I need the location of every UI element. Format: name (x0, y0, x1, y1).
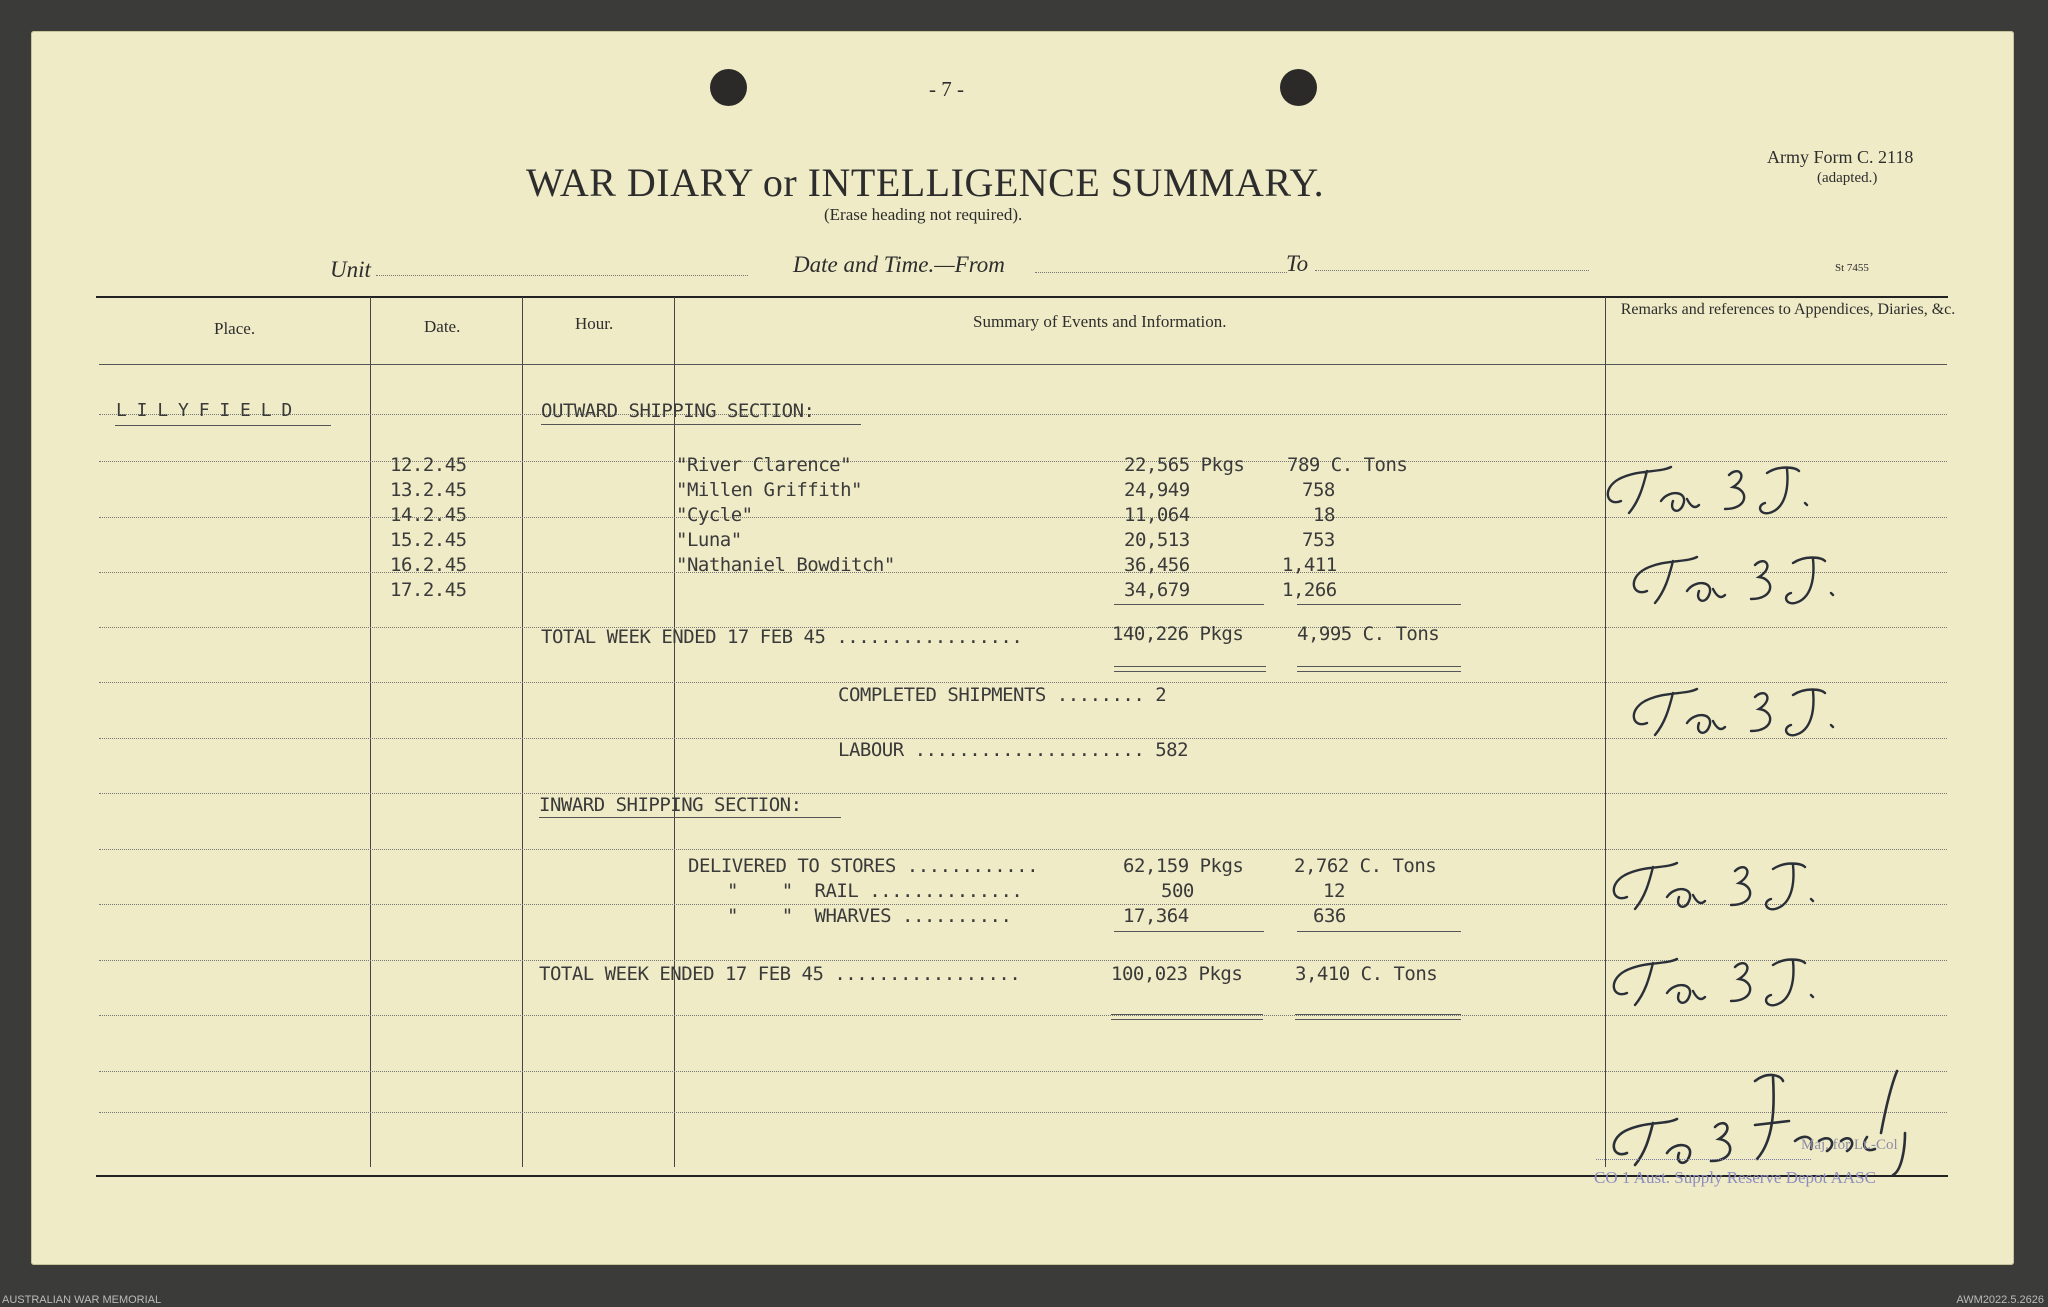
packages-value: 20,513 (1124, 529, 1190, 551)
subtotal-rule (1114, 604, 1264, 605)
total-double-rule (1297, 671, 1461, 672)
packages-value: 17,364 (1123, 905, 1189, 927)
inward-total-packages: 100,023 Pkgs (1111, 963, 1243, 985)
tons-value: 636 (1313, 905, 1346, 927)
ship-name: "Cycle" (676, 504, 753, 526)
total-double-rule (1295, 1019, 1461, 1020)
commander-signature (1605, 1041, 1985, 1181)
header-rule (99, 364, 1947, 365)
packages-value: 500 (1161, 880, 1194, 902)
total-double-rule (1114, 671, 1266, 672)
footer-reference: AWM2022.5.2626 (1956, 1294, 2044, 1306)
date-time-from-label: Date and Time.—From (793, 252, 1005, 277)
unit-stamp: CO 1 Aust. Supply Reserve Depot AASC (1594, 1168, 1876, 1187)
stock-number: St 7455 (1835, 262, 1869, 274)
tons-value: 12 (1323, 880, 1345, 902)
packages-value: 34,679 (1124, 579, 1190, 601)
delivery-label: " " RAIL .............. (727, 880, 1023, 902)
unit-label: Unit (330, 257, 371, 282)
table-top-rule (96, 296, 1948, 298)
tons-value: 1,266 (1282, 579, 1337, 601)
total-double-rule (1295, 1014, 1461, 1015)
punch-hole (1280, 69, 1317, 106)
inward-heading-underline (539, 817, 841, 818)
to-field-line (1315, 270, 1589, 271)
punch-hole (710, 69, 747, 106)
date-cell: 12.2.45 (390, 454, 467, 476)
outward-total-tons: 4,995 C. Tons (1297, 623, 1440, 645)
tons-value: 1,411 (1282, 554, 1337, 576)
date-cell: 15.2.45 (390, 529, 467, 551)
ship-name: "River Clarence" (676, 454, 852, 476)
row-rule (99, 793, 1947, 794)
place-underline (115, 425, 331, 426)
subtotal-rule (1297, 604, 1461, 605)
handwritten-initials (1625, 671, 1865, 751)
inward-total-label: TOTAL WEEK ENDED 17 FEB 45 ................. (539, 963, 1021, 985)
outward-total-label: TOTAL WEEK ENDED 17 FEB 45 ................. (541, 626, 1023, 648)
inward-heading: INWARD SHIPPING SECTION: (539, 794, 802, 816)
column-header-date: Date. (424, 317, 461, 336)
completed-shipments: COMPLETED SHIPMENTS ........ 2 (838, 684, 1167, 706)
total-double-rule (1111, 1014, 1263, 1015)
tons-value: 753 (1302, 529, 1335, 551)
packages-value: 62,159 Pkgs (1123, 855, 1244, 877)
packages-value: 36,456 (1124, 554, 1190, 576)
outward-heading: OUTWARD SHIPPING SECTION: (541, 400, 815, 422)
outward-total-packages: 140,226 Pkgs (1112, 623, 1244, 645)
column-divider (674, 297, 675, 1167)
page-title: WAR DIARY or INTELLIGENCE SUMMARY. (526, 160, 1325, 205)
handwritten-initials (1625, 539, 1865, 619)
row-rule (99, 627, 1947, 628)
date-cell: 16.2.45 (390, 554, 467, 576)
ship-name: "Nathaniel Bowditch" (676, 554, 895, 576)
signature-rank: Maj. for Lt.-Col (1801, 1137, 1898, 1153)
date-cell: 17.2.45 (390, 579, 467, 601)
column-header-remarks: Remarks and references to Appendices, Diaries, &c. (1620, 301, 1956, 318)
tons-value: 789 C. Tons (1287, 454, 1408, 476)
inward-total-tons: 3,410 C. Tons (1295, 963, 1438, 985)
tons-value: 2,762 C. Tons (1294, 855, 1437, 877)
column-divider (370, 297, 371, 1167)
army-form-name: Army Form C. 2118 (1767, 147, 1914, 167)
packages-value: 11,064 (1124, 504, 1190, 526)
subtotal-rule (1114, 931, 1264, 932)
tons-value: 758 (1302, 479, 1335, 501)
total-double-rule (1114, 666, 1266, 667)
handwritten-initials (1605, 845, 1845, 925)
column-header-place: Place. (214, 319, 256, 338)
total-double-rule (1111, 1019, 1263, 1020)
date-cell: 14.2.45 (390, 504, 467, 526)
handwritten-initials (1605, 941, 1845, 1021)
unit-field-line (376, 275, 748, 276)
column-divider (1605, 297, 1606, 1167)
total-double-rule (1297, 666, 1461, 667)
column-header-summary: Summary of Events and Information. (973, 312, 1227, 331)
packages-value: 22,565 Pkgs (1124, 454, 1245, 476)
handwritten-initials (1599, 449, 1839, 529)
army-form-note: (adapted.) (1817, 170, 1878, 186)
column-divider (522, 297, 523, 1167)
column-header-hour: Hour. (575, 314, 614, 333)
labour-count: LABOUR ..................... 582 (838, 739, 1189, 761)
page-subtitle: (Erase heading not required). (824, 205, 1023, 224)
footer-archive: AUSTRALIAN WAR MEMORIAL (2, 1294, 162, 1306)
delivery-label: DELIVERED TO STORES ............ (688, 855, 1039, 877)
packages-value: 24,949 (1124, 479, 1190, 501)
date-cell: 13.2.45 (390, 479, 467, 501)
ship-name: "Millen Griffith" (676, 479, 862, 501)
place-name: L I L Y F I E L D (116, 400, 292, 421)
to-label: To (1286, 251, 1309, 276)
tons-value: 18 (1313, 504, 1335, 526)
outward-heading-underline (541, 424, 861, 425)
ship-name: "Luna" (676, 529, 742, 551)
diary-page (31, 31, 2014, 1265)
delivery-label: " " WHARVES .......... (727, 905, 1012, 927)
subtotal-rule (1297, 931, 1461, 932)
from-field-line (1035, 272, 1287, 273)
page-number: - 7 - (929, 77, 964, 101)
signature-line (1596, 1159, 1811, 1160)
row-rule (99, 414, 1947, 415)
